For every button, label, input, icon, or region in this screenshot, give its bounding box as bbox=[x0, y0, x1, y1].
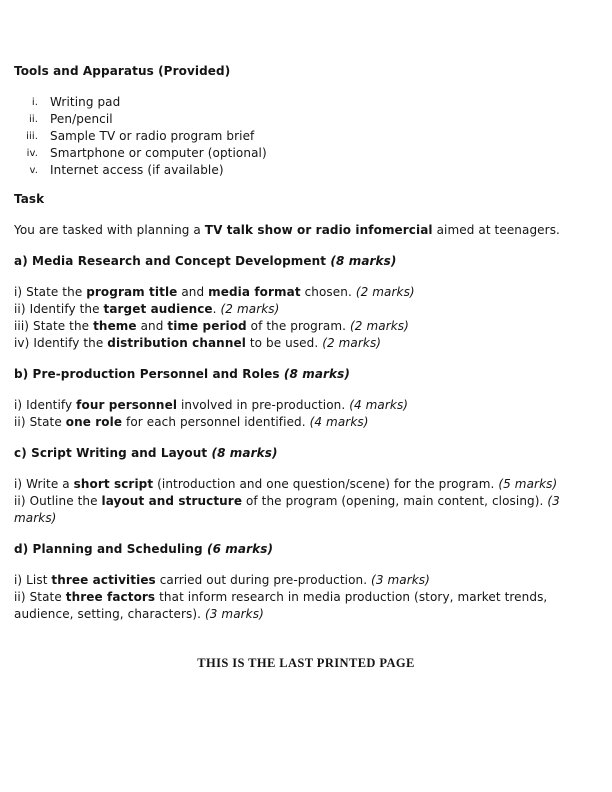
text-segment: theme bbox=[93, 319, 137, 333]
text-segment: layout and structure bbox=[101, 494, 243, 508]
tools-list-item bbox=[14, 111, 582, 128]
question-line bbox=[14, 284, 582, 301]
text-segment: (2 marks) bbox=[355, 285, 415, 299]
section-questions bbox=[14, 476, 582, 527]
task-intro bbox=[14, 222, 582, 239]
text-segment: iv) Identify the bbox=[14, 336, 108, 350]
list-numeral: i. bbox=[31, 97, 38, 108]
section-heading bbox=[14, 366, 582, 383]
section-heading-label: a) Media Research and Concept Development bbox=[14, 254, 331, 268]
text-segment: of the program (opening, main content, closing). bbox=[242, 494, 548, 508]
section-questions bbox=[14, 284, 582, 352]
text-segment: ii) Outline the bbox=[14, 494, 102, 508]
text-segment: (introduction and one question/scene) for the program. bbox=[153, 477, 499, 491]
text-segment: time period bbox=[167, 319, 247, 333]
text-segment: media format bbox=[208, 285, 301, 299]
text-segment: ii) Identify the bbox=[14, 302, 104, 316]
text-segment: (3 marks) bbox=[371, 573, 430, 587]
text-segment: i) State the bbox=[14, 285, 87, 299]
list-item-text: Smartphone or computer (optional) bbox=[50, 146, 267, 160]
tools-heading: Tools and Apparatus (Provided) bbox=[14, 64, 231, 78]
section-heading-label: b) Pre-production Personnel and Roles bbox=[14, 367, 284, 381]
tools-list-item bbox=[14, 145, 582, 162]
text-segment: for each personnel identified. bbox=[122, 415, 310, 429]
section-heading-marks: (8 marks) bbox=[283, 367, 350, 381]
text-segment: carried out during pre-production. bbox=[155, 573, 372, 587]
text-segment: (2 marks) bbox=[350, 319, 409, 333]
list-item-text: Internet access (if available) bbox=[50, 163, 224, 177]
question-sections bbox=[14, 253, 582, 623]
text-segment: program title bbox=[86, 285, 178, 299]
text-segment: four personnel bbox=[76, 398, 178, 412]
section-questions bbox=[14, 572, 582, 623]
section-heading bbox=[14, 445, 582, 462]
text-segment: i) Identify bbox=[14, 398, 77, 412]
text-segment: aimed at teenagers. bbox=[432, 223, 560, 237]
question-line bbox=[14, 493, 582, 527]
text-segment: target audience bbox=[103, 302, 213, 316]
list-numeral: iv. bbox=[26, 148, 38, 159]
text-segment: (4 marks) bbox=[349, 398, 409, 412]
task-heading: Task bbox=[14, 192, 45, 206]
text-segment: You are tasked with planning a bbox=[14, 223, 205, 237]
text-segment: short script bbox=[73, 477, 154, 491]
text-segment: to be used. bbox=[245, 336, 323, 350]
text-segment: that inform research in media production (story, market trends, audience, setting, characters). bbox=[14, 590, 548, 621]
text-segment: of the program. bbox=[246, 319, 351, 333]
tools-list-item bbox=[14, 94, 582, 111]
text-segment: i) List bbox=[14, 573, 52, 587]
text-segment: ii) State bbox=[14, 590, 66, 604]
tools-list-item bbox=[14, 162, 582, 179]
section-heading-label: c) Script Writing and Layout bbox=[14, 446, 212, 460]
section-heading-marks: (6 marks) bbox=[206, 542, 274, 556]
question-line bbox=[14, 318, 582, 335]
question-line bbox=[14, 476, 582, 493]
text-segment: one role bbox=[65, 415, 123, 429]
section-questions bbox=[14, 397, 582, 431]
text-segment: (2 marks) bbox=[322, 336, 382, 350]
text-segment: (3 marks) bbox=[204, 607, 264, 621]
list-numeral: iii. bbox=[26, 131, 38, 142]
text-segment: i) Write a bbox=[14, 477, 74, 491]
text-segment: iii) State the bbox=[14, 319, 94, 333]
text-segment: ii) State bbox=[14, 415, 66, 429]
list-item-text: Writing pad bbox=[50, 95, 121, 109]
section-heading bbox=[14, 253, 582, 270]
tools-list-item bbox=[14, 128, 582, 145]
text-segment: (2 marks) bbox=[220, 302, 280, 316]
question-line bbox=[14, 397, 582, 414]
list-item-text: Pen/pencil bbox=[50, 112, 113, 126]
text-segment: TV talk show or radio infomercial bbox=[204, 223, 433, 237]
section-heading-marks: (8 marks) bbox=[330, 254, 397, 268]
section-heading-marks: (8 marks) bbox=[211, 446, 278, 460]
text-segment: three activities bbox=[51, 573, 156, 587]
text-segment: distribution channel bbox=[107, 336, 246, 350]
section-heading bbox=[14, 541, 582, 558]
last-printed-page-notice: THIS IS THE LAST PRINTED PAGE bbox=[197, 656, 415, 670]
list-item-text: Sample TV or radio program brief bbox=[50, 129, 255, 143]
text-segment: (5 marks) bbox=[498, 477, 558, 491]
question-line bbox=[14, 572, 582, 589]
list-numeral: ii. bbox=[28, 114, 38, 125]
question-line bbox=[14, 301, 582, 318]
text-segment: and bbox=[136, 319, 168, 333]
section-heading-label: d) Planning and Scheduling bbox=[14, 542, 207, 556]
text-segment: (4 marks) bbox=[309, 415, 369, 429]
text-segment: . bbox=[212, 302, 221, 316]
question-line bbox=[14, 414, 582, 431]
text-segment: chosen. bbox=[300, 285, 356, 299]
tools-list bbox=[14, 94, 582, 179]
question-line bbox=[14, 589, 582, 623]
text-segment: involved in pre-production. bbox=[177, 398, 350, 412]
text-segment: (3 marks) bbox=[14, 494, 560, 525]
list-numeral: v. bbox=[29, 165, 38, 176]
question-line bbox=[14, 335, 582, 352]
text-segment: three factors bbox=[65, 590, 156, 604]
text-segment: and bbox=[177, 285, 209, 299]
